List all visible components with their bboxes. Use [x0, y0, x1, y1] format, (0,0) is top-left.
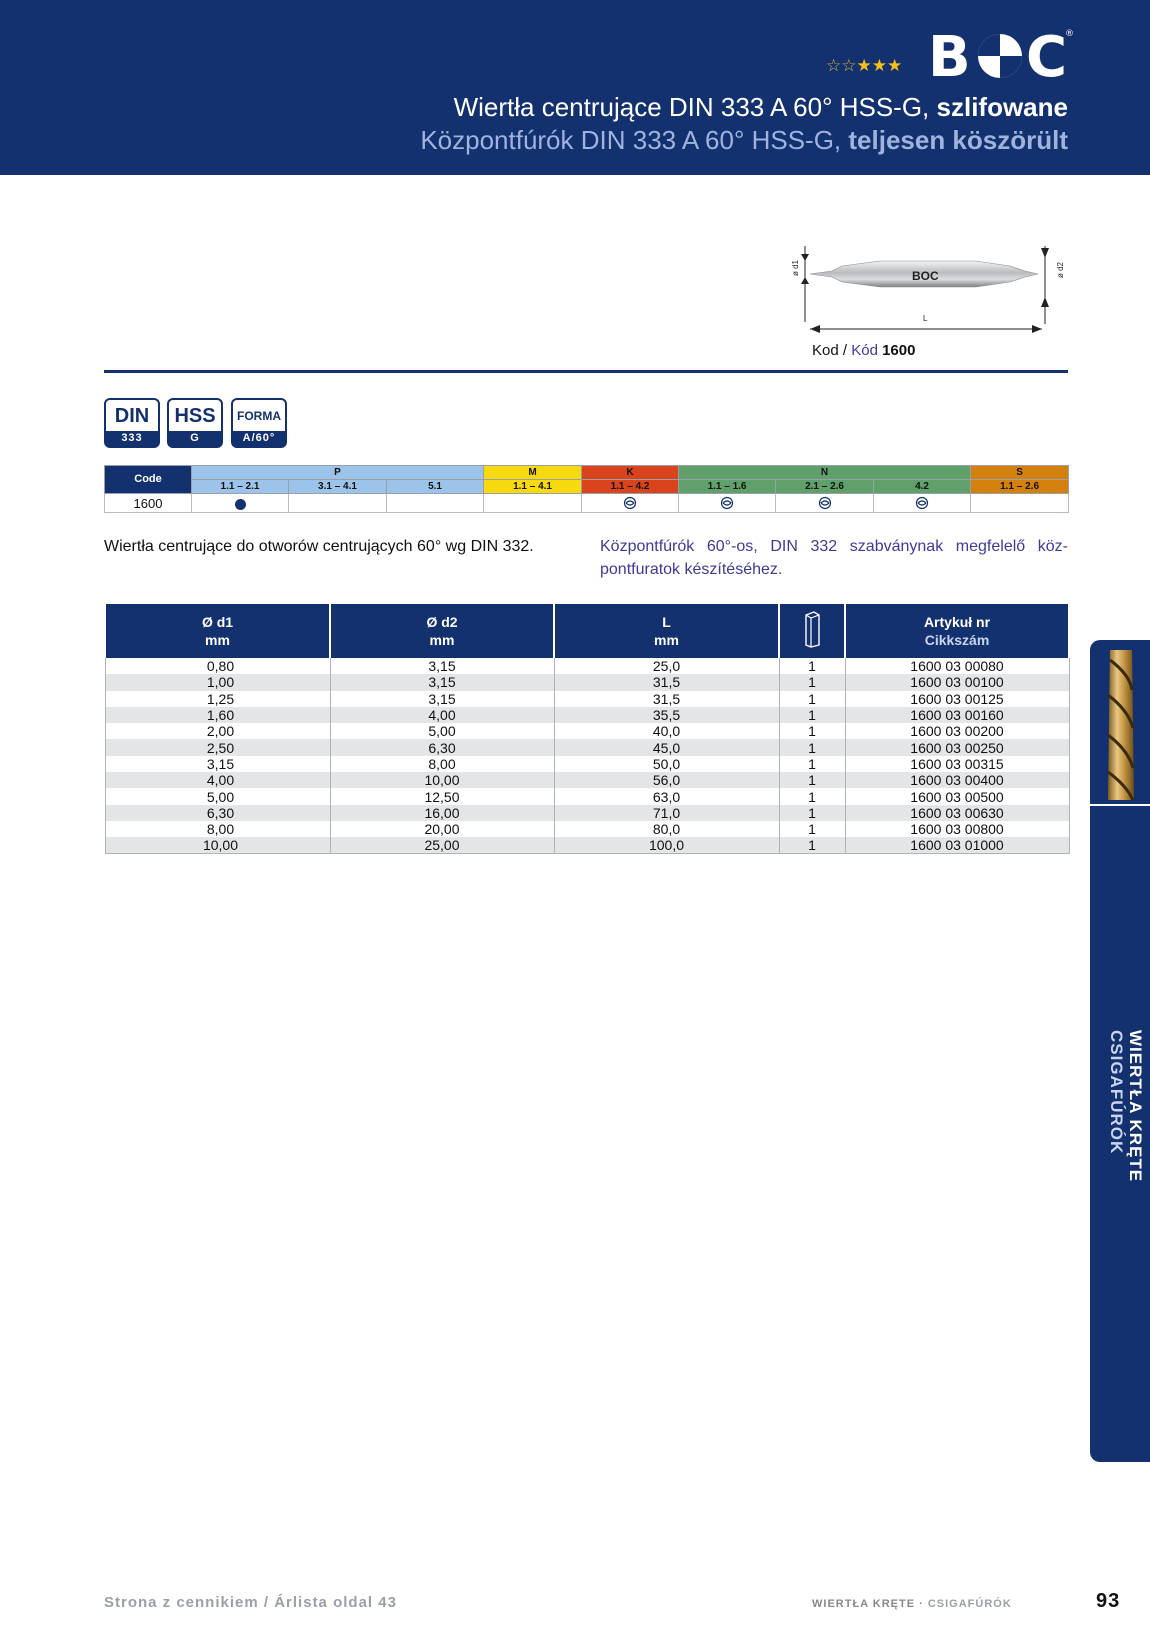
twist-drill-icon	[1096, 650, 1146, 800]
table-row	[105, 707, 1069, 723]
svg-text:®: ®	[1065, 29, 1074, 39]
cell-art: 1600 03 00800	[845, 821, 1069, 837]
cell-d1: 1,25	[105, 691, 330, 707]
svg-text:ø d2: ø d2	[1056, 261, 1065, 278]
cell-L: 31,5	[554, 691, 779, 707]
cell-d1: 2,00	[105, 723, 330, 739]
table-row	[105, 723, 1069, 739]
cell-art: 1600 03 01000	[845, 837, 1069, 854]
group-m: M	[484, 466, 582, 480]
col-length: L mm	[554, 604, 779, 658]
cell-d2: 5,00	[330, 723, 554, 739]
cell-d1: 0,80	[105, 658, 330, 674]
cell-qty: 1	[779, 691, 845, 707]
range-cell: 5.1	[387, 480, 484, 494]
cell-art: 1600 03 00400	[845, 772, 1069, 788]
col-d2: Ø d2 mm	[330, 604, 554, 658]
cell-d2: 20,00	[330, 821, 554, 837]
range-cell: 2.1 – 2.6	[776, 480, 874, 494]
cell-L: 25,0	[554, 658, 779, 674]
cell-art: 1600 03 00630	[845, 805, 1069, 821]
suitability-cell	[387, 494, 484, 513]
cell-qty: 1	[779, 772, 845, 788]
group-k: K	[582, 466, 679, 480]
cell-d1: 5,00	[105, 788, 330, 804]
cell-art: 1600 03 00500	[845, 788, 1069, 804]
table-row	[105, 691, 1069, 707]
cell-qty: 1	[779, 756, 845, 772]
footer-section-name: WIERTŁA KRĘTE · CSIGAFÚRÓK	[812, 1598, 1012, 1610]
cell-d2: 10,00	[330, 772, 554, 788]
svg-text:B: B	[928, 25, 971, 90]
table-row	[105, 658, 1069, 674]
header-banner	[0, 0, 1150, 175]
cell-d2: 4,00	[330, 707, 554, 723]
cell-qty: 1	[779, 837, 845, 854]
cell-qty: 1	[779, 739, 845, 755]
table-row	[105, 674, 1069, 690]
cell-qty: 1	[779, 821, 845, 837]
primary-use-icon	[235, 499, 246, 510]
forma-badge: FORMA A/60°	[231, 398, 287, 448]
material-application-table	[104, 465, 1069, 513]
cell-d1: 2,50	[105, 739, 330, 755]
din-badge: DIN 333	[104, 398, 160, 448]
cell-d1: 6,30	[105, 805, 330, 821]
cell-d2: 16,00	[330, 805, 554, 821]
svg-text:ø d1: ø d1	[791, 259, 800, 276]
conditional-use-icon	[623, 496, 637, 510]
cell-L: 40,0	[554, 723, 779, 739]
cell-L: 63,0	[554, 788, 779, 804]
description-polish: Wiertła centrujące do otworów centrujących 60° wg DIN 332.	[104, 538, 534, 555]
conditional-use-icon	[720, 496, 734, 510]
table-row	[105, 821, 1069, 837]
cell-L: 35,5	[554, 707, 779, 723]
cell-qty: 1	[779, 788, 845, 804]
table-row	[105, 837, 1069, 854]
suitability-cell	[679, 494, 776, 513]
title-hungarian: Központfúrók DIN 333 A 60° HSS-G, teljesen köszörült	[420, 125, 1068, 155]
hss-badge: HSS G	[167, 398, 223, 448]
range-cell: 1.1 – 4.1	[484, 480, 582, 494]
table-row	[105, 739, 1069, 755]
cell-d2: 3,15	[330, 691, 554, 707]
cell-L: 80,0	[554, 821, 779, 837]
svg-text:L: L	[923, 314, 928, 323]
cell-d1: 1,60	[105, 707, 330, 723]
cell-art: 1600 03 00125	[845, 691, 1069, 707]
range-cell: 1.1 – 1.6	[679, 480, 776, 494]
cell-d2: 6,30	[330, 739, 554, 755]
cell-art: 1600 03 00250	[845, 739, 1069, 755]
cell-L: 56,0	[554, 772, 779, 788]
code-header: Code	[105, 466, 192, 494]
suitability-cell	[776, 494, 874, 513]
cell-L: 71,0	[554, 805, 779, 821]
specification-table	[104, 604, 1070, 854]
suitability-cell	[192, 494, 289, 513]
cell-L: 45,0	[554, 739, 779, 755]
cell-art: 1600 03 00200	[845, 723, 1069, 739]
col-article: Artykuł nr Cikkszám	[845, 604, 1069, 658]
footer-price-list-ref: Strona z cennikiem / Árlista oldal 43	[104, 1594, 397, 1611]
cell-art: 1600 03 00100	[845, 674, 1069, 690]
group-s: S	[971, 466, 1069, 480]
group-p: P	[192, 466, 484, 480]
table-row	[105, 788, 1069, 804]
suitability-cell	[582, 494, 679, 513]
divider	[104, 370, 1068, 373]
cell-L: 100,0	[554, 837, 779, 854]
range-cell: 3.1 – 4.1	[289, 480, 387, 494]
center-drill-drawing	[780, 244, 1075, 344]
table-row	[105, 805, 1069, 821]
suitability-cell	[289, 494, 387, 513]
suitability-cell	[874, 494, 971, 513]
cell-art: 1600 03 00315	[845, 756, 1069, 772]
cell-L: 50,0	[554, 756, 779, 772]
conditional-use-icon	[818, 496, 832, 510]
suitability-cell	[484, 494, 582, 513]
rating-stars: ☆☆★★★	[826, 56, 903, 76]
cell-qty: 1	[779, 805, 845, 821]
tab-divider	[1090, 804, 1150, 806]
table-row	[105, 756, 1069, 772]
table-row	[105, 772, 1069, 788]
suitability-cell	[971, 494, 1069, 513]
cell-d1: 4,00	[105, 772, 330, 788]
svg-text:C: C	[1026, 25, 1068, 90]
cell-qty: 1	[779, 658, 845, 674]
cell-qty: 1	[779, 707, 845, 723]
cell-d1: 10,00	[105, 837, 330, 854]
cell-d1: 1,00	[105, 674, 330, 690]
cell-qty: 1	[779, 674, 845, 690]
cell-art: 1600 03 00080	[845, 658, 1069, 674]
title-polish: Wiertła centrujące DIN 333 A 60° HSS-G, szlifowane	[453, 92, 1068, 122]
cell-d2: 3,15	[330, 674, 554, 690]
cell-art: 1600 03 00160	[845, 707, 1069, 723]
product-code-label: Kod / Kód 1600	[812, 342, 916, 359]
cell-d2: 12,50	[330, 788, 554, 804]
col-d1: Ø d1 mm	[105, 604, 330, 658]
row-code: 1600	[105, 494, 192, 513]
cell-d2: 3,15	[330, 658, 554, 674]
col-pack-qty	[779, 604, 845, 658]
cell-d1: 3,15	[105, 756, 330, 772]
description-hungarian: Központfúrók 60°-os, DIN 332 szabványnak megfelelő köz-pontfuratok készítéséhez.	[600, 538, 1068, 578]
range-cell: 1.1 – 4.2	[582, 480, 679, 494]
range-cell: 1.1 – 2.1	[192, 480, 289, 494]
range-cell: 4.2	[874, 480, 971, 494]
cell-d1: 8,00	[105, 821, 330, 837]
range-cell: 1.1 – 2.6	[971, 480, 1069, 494]
page-number: 93	[1096, 1590, 1121, 1612]
conditional-use-icon	[915, 496, 929, 510]
group-n: N	[679, 466, 971, 480]
cell-L: 31,5	[554, 674, 779, 690]
cell-d2: 25,00	[330, 837, 554, 854]
cell-d2: 8,00	[330, 756, 554, 772]
package-icon	[802, 609, 822, 649]
cell-qty: 1	[779, 723, 845, 739]
side-tab-label: WIERTŁA KRĘTE CSIGAFÚRÓK	[1107, 1030, 1145, 1183]
boc-logo	[928, 25, 1074, 90]
svg-text:BOC: BOC	[912, 269, 939, 283]
